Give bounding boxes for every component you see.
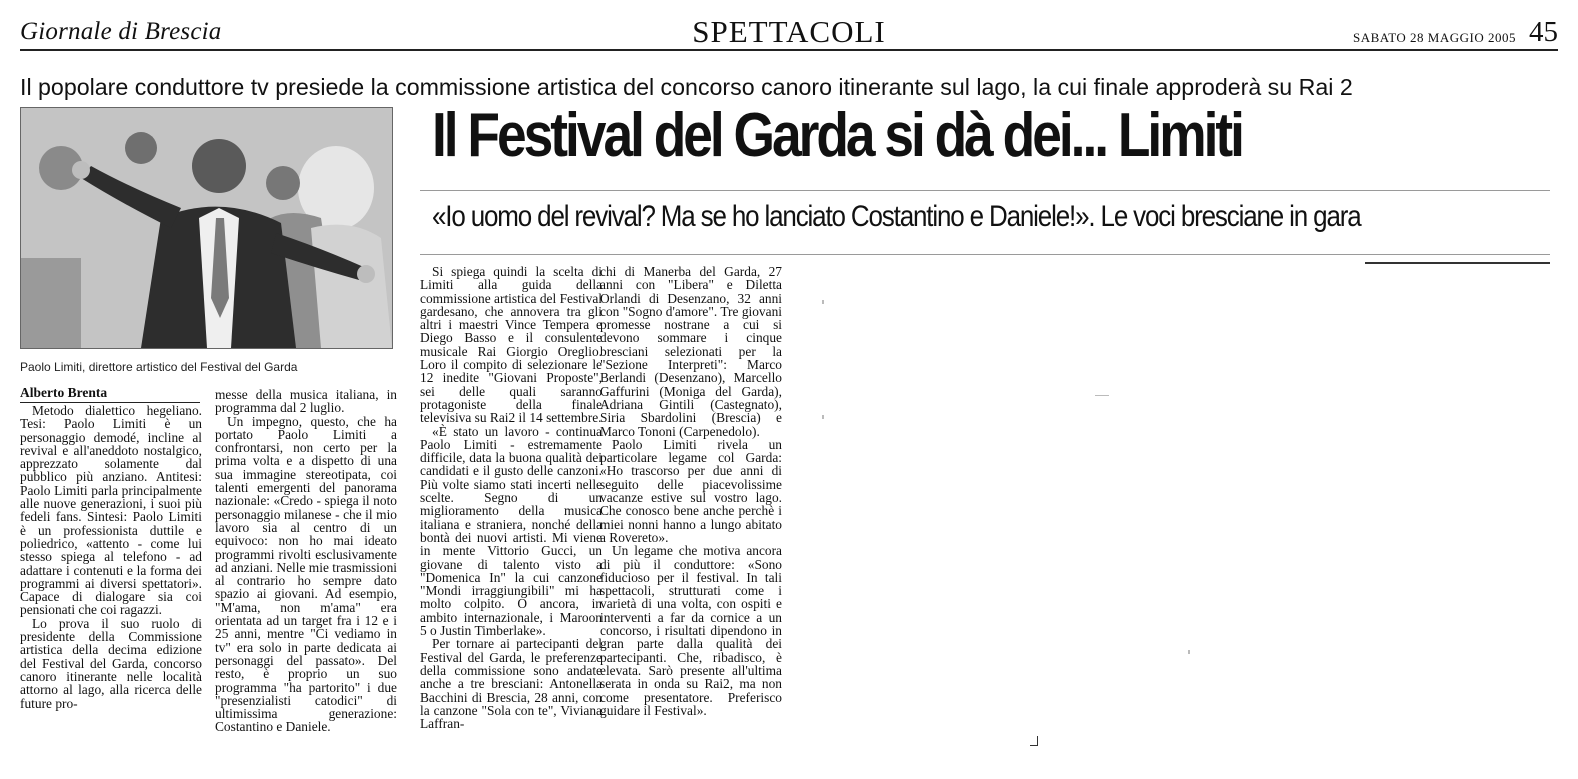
newspaper-name: Giornale di Brescia (20, 18, 222, 45)
print-speck (822, 415, 824, 419)
print-speck (1037, 736, 1038, 746)
headline: Il Festival del Garda si dà dei... Limiti (432, 101, 1242, 170)
headline-rule (420, 190, 1550, 191)
section-title: SPETTACOLI (692, 14, 886, 49)
photo-illustration (21, 108, 392, 348)
column-rule (1365, 262, 1550, 264)
byline: Alberto Brenta (20, 385, 200, 403)
photo-caption: Paolo Limiti, direttore artistico del Festival del Garda (20, 360, 298, 374)
article-photo (20, 107, 393, 349)
paragraph: Un impegno, questo, che ha portato Paolo Limiti a confrontarsi, non certo per la prima volta e a dispetto di una sua immagine stereotipata, coi talenti emergenti del panorama nazionale: «Credo - spiega il noto personaggio milanese - che il mio lavoro sia al centro di un equivoco: non ho mai ideato programmi rivolti esclusivamente ad anziani. Nelle mie trasmissioni al contrario ho sempre dato spazio ai giovani. Ad esempio, "M'ama, non m'ama" era orientata ad un target fra i 12 e i 25 anni, mentre "Ci vediamo in tv" era solo in parte dedicata ai personaggi del passato». Del resto, è proprio un suo programma "ha partorito" i due "presenzialisti catodici" di ultimissima generazione: Costantino e Daniele. (215, 413, 397, 735)
subheadline-rule (420, 254, 1550, 255)
print-speck (1188, 650, 1190, 654)
article-column-2 (215, 388, 397, 734)
article-column-4 (600, 265, 782, 717)
blank-page-area (800, 270, 1550, 770)
paragraph: Si spiega quindi la scelta di Limiti alla guida della commissione artistica del Festival gardesano, che annovera tra gli altri i maestri Vince Tempera e Diego Basso e il consulente musicale Rai Giorgio Oreglio. Loro il compito di selezionare le 12 inedite "Giovani Proposte", sei delle quali saranno protagoniste della finale televisiva su Rai2 il 14 settembre. (420, 264, 602, 426)
paragraph: Per tornare ai partecipanti del Festival del Garda, le preferenze della commissione sono andate anche a tre bresciani: Antonella Bacchini di Brescia, 28 anni, con la canzone "Sola con te", Viviana Laffran- (420, 636, 602, 732)
print-speck (822, 300, 824, 304)
print-speck (1095, 395, 1109, 396)
paragraph: chi di Manerba del Garda, 27 anni con "Libera" e Diletta Orlandi di Desenzano, 32 anni con "Sogno d'amore". Tre giovani promesse nostrane a cui si devono sommare i cinque bresciani selezionati per la "Sezione Interpreti": Marco Berlandi (Desenzano), Marcello Gaffurini (Moniga del Garda), Adriana Gintili (Castegnato), Siria Sbardolini (Brescia) e Marco Tononi (Carpenedolo). (600, 264, 782, 439)
paragraph: «È stato un lavoro - continua Paolo Limiti - estremamente difficile, data la buona qualità dei candidati e il gusto delle canzoni. Più volte siamo stati incerti nelle scelte. Segno di un miglioramento della musica italiana e straniera, nonché della bontà dei nuovi artisti. Mi viene in mente Vittorio Gucci, un giovane di talento visto a "Domenica In" la cui canzone "Mondi irraggiungibili" mi ha molto colpito. O ancora, in ambito internazionale, i Maroon 5 o Justin Timberlake». (420, 423, 602, 639)
issue-date: SABATO 28 MAGGIO 2005 (1352, 30, 1516, 45)
page-number: 45 (1529, 16, 1558, 48)
article-kicker: Il popolare conduttore tv presiede la commissione artistica del concorso canoro itinerante sul lago, la cui finale approderà su Rai 2 (20, 74, 1353, 100)
paragraph: messe della musica italiana, in programma dal 2 luglio. (215, 387, 397, 416)
subheadline: «Io uomo del revival? Ma se ho lanciato Costantino e Daniele!». Le voci bresciane in gara (432, 200, 1361, 233)
article-column-1 (20, 404, 202, 710)
article-column-3 (420, 265, 602, 730)
paragraph: Paolo Limiti rivela un particolare legame col Garda: «Ho trascorso per due anni di seguito delle piacevolissime vacanze estive sul vostro lago. Che conosco bene anche perchè i miei nonni hanno a lungo abitato a Rovereto». (600, 436, 782, 545)
masthead-rule (20, 49, 1558, 51)
paragraph: Un legame che motiva ancora di più il conduttore: «Sono fiducioso per il festival. In tali spettacoli, strutturati come i varietà di una volta, con ospiti e interventi a far da cornice a un concorso, i risultati dipendono in gran parte dalla qualità dei partecipanti. Che, ribadisco, è elevata. Sarò presente all'ultima serata in onda su Rai2, ma non come presentatore. Preferisco guidare il Festival». (600, 543, 782, 718)
paragraph: Lo prova il suo ruolo di presidente della Commissione artistica della decima edizione del Festival del Garda, concorso canoro itinerante nelle località attorno al lago, alla ricerca delle future pro- (20, 615, 202, 711)
paragraph: Metodo dialettico hegeliano. Tesi: Paolo Limiti è un personaggio demodé, incline al revival e all'aneddoto nostalgico, apprezzato solamente dal pubblico più anziano. Antitesi: Paolo Limiti parla principalmente alle nuove generazioni, i suoi più fedeli fans. Sintesi: Paolo Limiti è un professionista duttile e poliedrico, «attento - come lui stesso spiega al telefono - ad adattare i contenuti e la forma dei programmi ai diversi spettatori». Capace di dialogare sia coi pensionati che coi ragazzi. (20, 403, 202, 618)
